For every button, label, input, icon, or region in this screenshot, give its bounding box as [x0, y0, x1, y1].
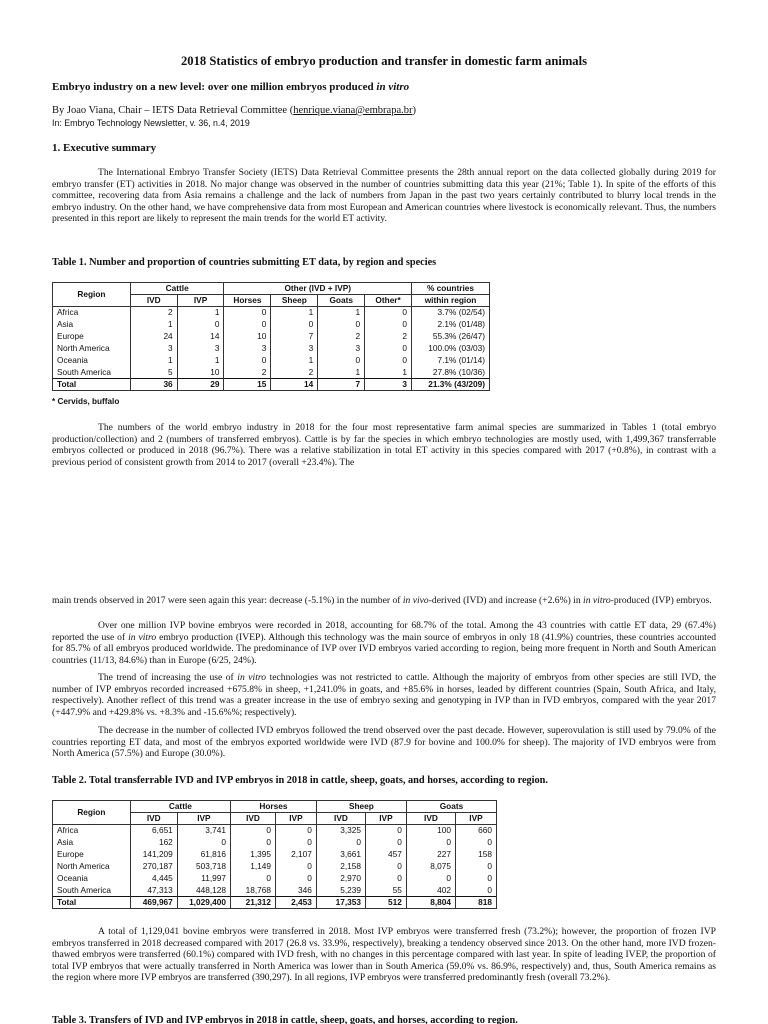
table2-value-cell: 100 — [406, 825, 455, 837]
table1-total-row — [53, 379, 490, 391]
table1-value-cell: 3.7% (02/54) — [412, 307, 490, 319]
table2-header-cattle: Cattle — [130, 801, 230, 813]
subtitle-text: Embryo industry on a new level: over one million embryos produced — [52, 81, 377, 93]
table2-row — [53, 849, 497, 861]
table2-value-cell: 2,970 — [316, 873, 365, 885]
table1-value-cell: 1 — [318, 307, 365, 319]
table1-value-cell: 21.3% (43/209) — [412, 379, 490, 391]
table2-value-cell: 0 — [406, 873, 455, 885]
table2-region-cell: Africa — [53, 825, 131, 837]
table1-region-cell: Total — [53, 379, 131, 391]
table1-subheader: Sheep — [271, 295, 318, 307]
table2-value-cell: 0 — [365, 861, 406, 873]
table2-row — [53, 837, 497, 849]
text-run: -derived (IVD) and increase (+2.6%) in — [428, 595, 584, 606]
table1-region-cell: South America — [53, 367, 131, 379]
table1-caption: Table 1. Number and proportion of countries submitting ET data, by region and species — [52, 257, 437, 268]
table2-value-cell: 512 — [365, 897, 406, 909]
table2-region-cell: Oceania — [53, 873, 131, 885]
table1-row — [53, 319, 490, 331]
table1-value-cell: 0 — [365, 319, 412, 331]
table2-value-cell: 2,453 — [275, 897, 316, 909]
text-run: Over one million IVP bovine embryos were recorded in 2018, accounting for 68.7% of the total. Among the 43 countries with cattle ET data, 29 (67.4%) reported the use of — [52, 620, 716, 643]
table2-value-cell: 55 — [365, 885, 406, 897]
table1-row — [53, 355, 490, 367]
table1-value-cell: 14 — [177, 331, 224, 343]
table2-header-region: Region — [53, 801, 131, 825]
table2-value-cell: 0 — [365, 873, 406, 885]
text-run-italic: in vitro — [583, 595, 611, 606]
table1-value-cell: 36 — [130, 379, 177, 391]
paragraph-ivp-million — [52, 620, 716, 666]
table1-region-cell: Asia — [53, 319, 131, 331]
table1-value-cell: 27.8% (10/36) — [412, 367, 490, 379]
table2-value-cell: 158 — [455, 849, 496, 861]
table2-row — [53, 873, 497, 885]
table1-value-cell: 3 — [271, 343, 318, 355]
table2-value-cell: 0 — [275, 825, 316, 837]
paragraph-numbers-summary: The numbers of the world embryo industry in 2018 for the four most representative farm animal species are summarized in Tables 1 (total embryo production/collection) and 2 (numbers of transferred embryos). Cattle is by far the species in which embryo technologies are mostly used, with 1,499,367 transferrable embryos collected or produced in 2018 (96.7%). There was a relative stabilization in total ET activity in this species compared with 2017 (+0.8%), in contrast with a previous period of consistent growth from 2014 to 2017 (overall +23.4%). The — [52, 422, 716, 468]
table2-subheader: IVP — [455, 813, 496, 825]
table2-subheader: IVD — [130, 813, 177, 825]
text-run: main trends observed in 2017 were seen again this year: decrease (-5.1%) in the number of — [52, 595, 403, 606]
table2-region-cell: South America — [53, 885, 131, 897]
table2-value-cell: 141,209 — [130, 849, 177, 861]
table2-region-cell: Asia — [53, 837, 131, 849]
table1-value-cell: 15 — [224, 379, 271, 391]
table2-value-cell: 3,741 — [177, 825, 230, 837]
table2-value-cell: 2,107 — [275, 849, 316, 861]
table1-value-cell: 7.1% (01/14) — [412, 355, 490, 367]
table1-region-cell: Africa — [53, 307, 131, 319]
table2-caption: Table 2. Total transferrable IVD and IVP embryos in 2018 in cattle, sheep, goats, and horses, according to region. — [52, 775, 548, 786]
text-run-italic: in vitro — [128, 631, 157, 643]
byline — [52, 105, 416, 116]
table2-value-cell: 6,651 — [130, 825, 177, 837]
text-run: -produced (IVP) embryos. — [610, 595, 712, 606]
table1-value-cell: 14 — [271, 379, 318, 391]
table1-region-cell: Europe — [53, 331, 131, 343]
table2-subheader: IVP — [365, 813, 406, 825]
table1-subheader: Other* — [365, 295, 412, 307]
table1-header-region: Region — [53, 283, 131, 307]
table2-value-cell: 1,029,400 — [177, 897, 230, 909]
table2-value-cell: 469,967 — [130, 897, 177, 909]
table2-value-cell: 0 — [230, 825, 275, 837]
text-run: embryo production (IVEP). Although this technology was the main source of embryos in only 18 (41.9%) countries, these countries accounted for 85.7% of all embryos produced worldwide. The predominance of IVP over IVD embryos varied according to region, being more frequent in North and South American countries (11/13, 84.6%) than in Europe (6/25, 24%). — [52, 631, 717, 666]
table1-value-cell: 1 — [318, 367, 365, 379]
table1-value-cell: 1 — [365, 367, 412, 379]
table3-caption: Table 3. Transfers of IVD and IVP embryos in 2018 in cattle, sheep, goats, and horses, according to region. — [52, 1015, 518, 1024]
table2-value-cell: 1,395 — [230, 849, 275, 861]
table2-value-cell: 162 — [130, 837, 177, 849]
table1-value-cell: 2 — [318, 331, 365, 343]
table1-value-cell: 29 — [177, 379, 224, 391]
table2-value-cell: 448,128 — [177, 885, 230, 897]
paragraph-transfers: A total of 1,129,041 bovine embryos were transferred in 2018. Most IVP embryos were transferred fresh (73.2%); however, the proportion of frozen IVP embryos transferred in 2018 decreased compared with 2017 (26.8 vs. 33.9%, respectively), breaking a tendency observed since 2013. On the other hand, more IVD frozen-thawed embryos were transferred (60.1%) compared with IVD fresh, with no changes in this percentage compared with last year. In spite of leading IVEP, the proportion of total IVP embryos that were actually transferred in North America was lower than in South America (59.0% vs. 86.9%, respectively) and, thus, South America remains as the region where more IVP embryos are transferred (390,297). In all regions, IVP embryos were transferred predominantly fresh (overall 73.2%). — [52, 926, 716, 984]
table2-value-cell: 1,149 — [230, 861, 275, 873]
table1-value-cell: 0 — [224, 307, 271, 319]
table-transferrable-embryos — [52, 800, 497, 909]
table1-value-cell: 1 — [177, 355, 224, 367]
table1-header-other: Other (IVD + IVP) — [224, 283, 412, 295]
byline-prefix: By Joao Viana, Chair – IETS Data Retrieval Committee ( — [52, 105, 294, 116]
table1-value-cell: 3 — [130, 343, 177, 355]
table1-value-cell: 3 — [224, 343, 271, 355]
subtitle-italic: in vitro — [376, 81, 410, 93]
table1-value-cell: 24 — [130, 331, 177, 343]
table1-value-cell: 5 — [130, 367, 177, 379]
table1-value-cell: 2 — [271, 367, 318, 379]
table2-value-cell: 0 — [406, 837, 455, 849]
table2-value-cell: 8,804 — [406, 897, 455, 909]
table1-value-cell: 1 — [177, 307, 224, 319]
table2-value-cell: 17,353 — [316, 897, 365, 909]
paragraph-trend-species — [52, 672, 716, 718]
table1-value-cell: 0 — [177, 319, 224, 331]
table2-subheader: IVP — [275, 813, 316, 825]
table2-value-cell: 0 — [275, 861, 316, 873]
table1-value-cell: 0 — [318, 319, 365, 331]
paragraph-intro: The International Embryo Transfer Society (IETS) Data Retrieval Committee presents the 28th annual report on the data collected globally during 2019 for embryo transfer (ET) activities in 2018. No major change was observed in the number of countries submitting data this year (21%; Table 1). In spite of the efforts of this committee, recovering data from Asia remains a challenge and the lack of numbers from Japan in the past two years certainly contributed to blurry local trends in the embryo industry. On the other hand, we have comprehensive data from most European and American countries where livestock is economically relevant. Thus, the numbers presented in this report are likely to represent the main trends for the world ET activity. — [52, 167, 716, 225]
table2-value-cell: 457 — [365, 849, 406, 861]
table2-value-cell: 0 — [365, 837, 406, 849]
table1-row — [53, 307, 490, 319]
table1-value-cell: 1 — [271, 355, 318, 367]
table2-header-goats: Goats — [406, 801, 496, 813]
document-title: 2018 Statistics of embryo production and transfer in domestic farm animals — [180, 54, 588, 68]
table2-value-cell: 61,816 — [177, 849, 230, 861]
table2-header-sheep: Sheep — [316, 801, 406, 813]
table1-footnote: * Cervids, buffalo — [52, 397, 120, 406]
table2-value-cell: 0 — [316, 837, 365, 849]
table2-region-cell: North America — [53, 861, 131, 873]
table2-row — [53, 825, 497, 837]
table2-value-cell: 660 — [455, 825, 496, 837]
table2-value-cell: 0 — [275, 837, 316, 849]
table2-row — [53, 885, 497, 897]
table1-value-cell: 3 — [318, 343, 365, 355]
citation: In: Embryo Technology Newsletter, v. 36, n.4, 2019 — [52, 118, 250, 128]
table1-subheader: IVP — [177, 295, 224, 307]
table2-value-cell: 3,661 — [316, 849, 365, 861]
table2-total-row — [53, 897, 497, 909]
table1-subheader: within region — [412, 295, 490, 307]
table2-value-cell: 402 — [406, 885, 455, 897]
table1-row — [53, 367, 490, 379]
table1-value-cell: 0 — [224, 355, 271, 367]
table1-header-cattle: Cattle — [130, 283, 224, 295]
document-subtitle — [52, 81, 409, 93]
table1-value-cell: 0 — [271, 319, 318, 331]
text-run: technologies was not restricted to cattle. Although the majority of embryos from other species are still IVD, the number of IVP embryos recorded increased +675.8% in sheep, +1,241.0% in goats, and +85.6% in horses, leaded by different countries (Spain, South Africa, and Italy, respectively). Another reflect of this trend was a greater increase in the use of embryo sexing and genotyping in IVP than in IVD embryos, compared with the year 2017 (+447.9% and +429.8% vs. +8.3% and -15.6%%; respectively). — [52, 672, 716, 718]
table1-row — [53, 331, 490, 343]
table2-value-cell: 21,312 — [230, 897, 275, 909]
table1-value-cell: 0 — [318, 355, 365, 367]
table1-value-cell: 2 — [224, 367, 271, 379]
table2-value-cell: 18,768 — [230, 885, 275, 897]
table2-value-cell: 5,239 — [316, 885, 365, 897]
table1-value-cell: 0 — [365, 307, 412, 319]
table1-value-cell: 1 — [130, 319, 177, 331]
paragraph-main-trends — [52, 595, 716, 607]
table2-row — [53, 861, 497, 873]
byline-suffix: ) — [412, 105, 416, 116]
table1-value-cell: 7 — [271, 331, 318, 343]
table2-value-cell: 0 — [230, 873, 275, 885]
table2-value-cell: 3,325 — [316, 825, 365, 837]
table2-value-cell: 818 — [455, 897, 496, 909]
table1-subheader: IVD — [130, 295, 177, 307]
table2-value-cell: 0 — [455, 861, 496, 873]
text-run: The trend of increasing the use of — [98, 672, 238, 683]
table2-value-cell: 11,997 — [177, 873, 230, 885]
table1-subheader: Horses — [224, 295, 271, 307]
table2-value-cell: 8,075 — [406, 861, 455, 873]
table2-value-cell: 0 — [177, 837, 230, 849]
author-email-link[interactable]: henrique.viana@embrapa.br — [293, 105, 413, 116]
table1-value-cell: 55.3% (26/47) — [412, 331, 490, 343]
table1-value-cell: 1 — [271, 307, 318, 319]
table1-value-cell: 3 — [365, 379, 412, 391]
table1-value-cell: 100.0% (03/03) — [412, 343, 490, 355]
table1-region-cell: Oceania — [53, 355, 131, 367]
table1-row — [53, 343, 490, 355]
table2-value-cell: 503,718 — [177, 861, 230, 873]
table2-subheader: IVP — [177, 813, 230, 825]
table1-value-cell: 3 — [177, 343, 224, 355]
table2-region-cell: Europe — [53, 849, 131, 861]
table2-region-cell: Total — [53, 897, 131, 909]
table1-value-cell: 2 — [130, 307, 177, 319]
section-heading-executive-summary: 1. Executive summary — [52, 142, 157, 154]
table2-value-cell: 0 — [275, 873, 316, 885]
table1-value-cell: 1 — [130, 355, 177, 367]
table2-value-cell: 4,445 — [130, 873, 177, 885]
table1-region-cell: North America — [53, 343, 131, 355]
table2-value-cell: 346 — [275, 885, 316, 897]
table1-header-pct: % countries — [412, 283, 490, 295]
table2-subheader: IVD — [316, 813, 365, 825]
text-run-italic: in vitro — [237, 672, 267, 683]
table2-value-cell: 47,313 — [130, 885, 177, 897]
table1-value-cell: 7 — [318, 379, 365, 391]
paragraph-ivd-decrease: The decrease in the number of collected IVD embryos followed the trend observed over the past decade. However, superovulation is still used by 79.0% of the countries reporting ET data, and most of the embryos exported worldwide were IVD (87.9 for bovine and 100.0% for sheep). The majority of IVD embryos were from North America (57.5%) and Europe (30.0%). — [52, 725, 716, 760]
table2-value-cell: 0 — [455, 837, 496, 849]
table2-value-cell: 270,187 — [130, 861, 177, 873]
table1-value-cell: 0 — [224, 319, 271, 331]
table2-value-cell: 0 — [455, 873, 496, 885]
table1-value-cell: 2 — [365, 331, 412, 343]
table1-value-cell: 0 — [365, 355, 412, 367]
table2-value-cell: 227 — [406, 849, 455, 861]
table1-value-cell: 10 — [224, 331, 271, 343]
text-run-italic: in vivo — [402, 595, 429, 606]
table1-value-cell: 2.1% (01/48) — [412, 319, 490, 331]
table-countries-submitting — [52, 282, 490, 391]
table2-subheader: IVD — [230, 813, 275, 825]
table2-subheader: IVD — [406, 813, 455, 825]
table2-value-cell: 0 — [230, 837, 275, 849]
table2-value-cell: 2,158 — [316, 861, 365, 873]
table2-value-cell: 0 — [455, 885, 496, 897]
table2-header-horses: Horses — [230, 801, 316, 813]
table1-value-cell: 10 — [177, 367, 224, 379]
table1-subheader: Goats — [318, 295, 365, 307]
table1-value-cell: 0 — [365, 343, 412, 355]
table2-value-cell: 0 — [365, 825, 406, 837]
